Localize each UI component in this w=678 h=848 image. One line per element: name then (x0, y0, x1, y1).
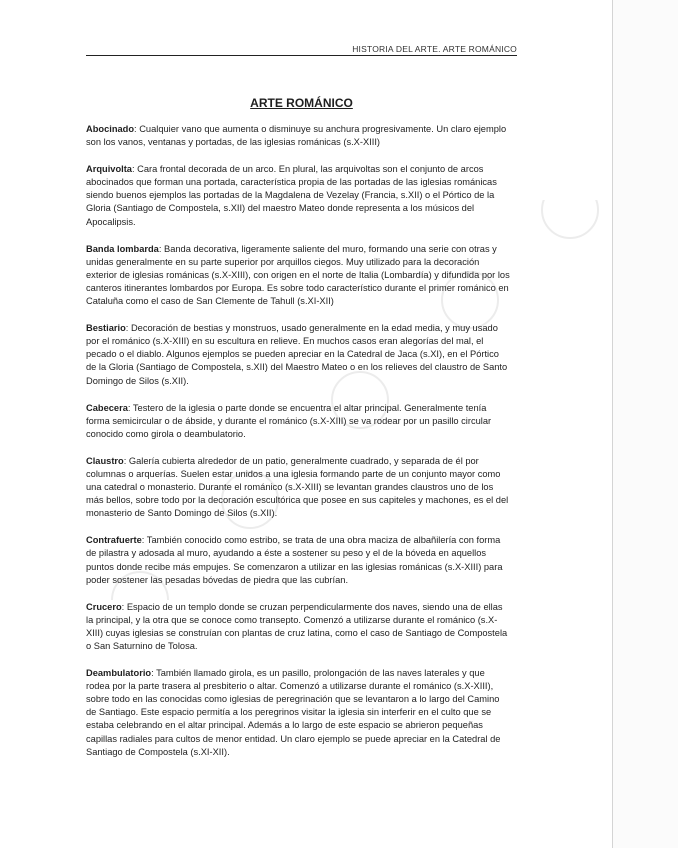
glossary-content (86, 123, 511, 773)
entry-term: Claustro (86, 455, 124, 466)
entry-definition: : Banda decorativa, ligeramente saliente del muro, formando una serie con otras y unidas generalmente en su parte superior por arquillos ciegos. Muy utilizado para la decoración exterior de iglesias románicas (s.X-XIII), con origen en el norte de Italia (Lombardía) y difundida por los canteros itinerantes lombardos por Europa. Es sobre todo característico durante el primer románico en Cataluña como el caso de San Clemente de Tahull (s.XI-XII) (86, 243, 510, 307)
glossary-entry-claustro (86, 455, 511, 520)
entry-term: Crucero (86, 601, 122, 612)
glossary-entry-cabecera (86, 402, 511, 441)
entry-term: Abocinado (86, 124, 135, 134)
entry-definition: : También llamado girola, es un pasillo, prolongación de las naves laterales y que rodea por la parte trasera al presbiterio o altar. Comenzó a utilizarse durante el románico (s.X-XIII), sobre todo en las conocidas como iglesias de peregrinación que se levantaron a lo largo del Camino de Santiago. Este espacio permitía a los peregrinos visitar la iglesia sin interferir en el culto que se estaba celebrando en el altar principal. Además a lo largo de este espacio se abrieron pequeñas capillas radiales para cultos de menor entidad. Un claro ejemplo se puede apreciar en la Catedral de Santiago de Compostela (s.XI-XII). (86, 668, 501, 757)
glossary-entry-abocinado (86, 123, 511, 149)
entry-definition: : También conocido como estribo, se trata de una obra maciza de albañilería con forma de pilastra y adosada al muro, ayudando a éste a sostener su peso y el de la bóveda en aquellos puntos donde recibe más empujes. Se comenzaron a utilizar en las iglesias románicas (s.X-XIII) para poder sostener las pesadas bóvedas de piedra que las cubrían. (86, 535, 503, 585)
glossary-entry-banda-lombarda (86, 243, 511, 308)
entry-term: Bestiario (86, 323, 126, 334)
glossary-entry-bestiario (86, 322, 511, 387)
glossary-entry-crucero (86, 601, 511, 653)
entry-definition: : Galería cubierta alrededor de un patio, generalmente cuadrado, y separada de él por columnas o arquerías. Suelen estar unidos a una iglesia formando parte de un conjunto mayor como una catedral o monasterio. Durante el románico (s.X-XIII) se levantan grandes claustros uno de los más bellos, sobre todo por la decoración escultórica que posee en sus capiteles y machones, es el del monasterio de Santo Domingo de Silos (s.XII). (86, 455, 509, 519)
entry-term: Banda lombarda (86, 243, 159, 254)
entry-term: Cabecera (86, 402, 128, 413)
entry-term: Contrafuerte (86, 535, 142, 546)
page-edge-line (612, 0, 613, 848)
running-header: HISTORIA DEL ARTE. ARTE ROMÁNICO (352, 44, 517, 54)
entry-definition: : Cara frontal decorada de un arco. En plural, las arquivoltas son el conjunto de arcos abocinados que forman una portada, característica propia de las portadas de las iglesias románicas siendo buenos ejemplos las portadas de la Magdalena de Vezelay (Francia, s.XII) o el Pórtico de la Gloria (Santiago de Compostela, s.XII) del maestro Mateo donde representa a los músicos del Apocalipsis. (86, 164, 497, 227)
entry-term: Deambulatorio (86, 668, 152, 679)
entry-definition: : Cualquier vano que aumenta o disminuye su anchura progresivamente. Un claro ejemplo son los vanos, ventanas y portadas, de las iglesias románicas (s.X-XIII) (86, 124, 507, 148)
header-rule (86, 55, 517, 56)
glossary-entry-deambulatorio (86, 667, 511, 759)
entry-definition: : Espacio de un templo donde se cruzan perpendicularmente dos naves, siendo una de ellas la principal, y la otra que se conoce como transepto. Comenzó a utilizarse durante el románico (s.X-XIII) cuyas iglesias se construían con plantas de cruz latina, como el caso de Santiago de Compostela o San Saturnino de Tolosa. (86, 601, 508, 651)
entry-definition: : Testero de la iglesia o parte donde se encuentra el altar principal. Generalmente tenía forma semicircular o de ábside, y durante el románico (s.X-XIII) se va rodear por un pasillo circular conocido como girola o deambulatorio. (86, 402, 492, 439)
glossary-entry-contrafuerte (86, 534, 511, 586)
entry-term: Arquivolta (86, 164, 132, 175)
page-title: ARTE ROMÁNICO (250, 96, 353, 110)
glossary-entry-arquivolta (86, 163, 511, 228)
entry-definition: : Decoración de bestias y monstruos, usado generalmente en la edad media, y muy usado por el románico (s.X-XIII) en su escultura en relieve. En muchos casos eran alegorías del mal, el pecado o el diablo. Algunos ejemplos se pueden apreciar en la Catedral de Jaca (s.XI), en el Pórtico de la Gloria (Santiago de Compostela, s.XII) del Maestro Mateo o en los relieves del claustro de Santo Domingo de Silos (s.XII). (86, 323, 508, 386)
